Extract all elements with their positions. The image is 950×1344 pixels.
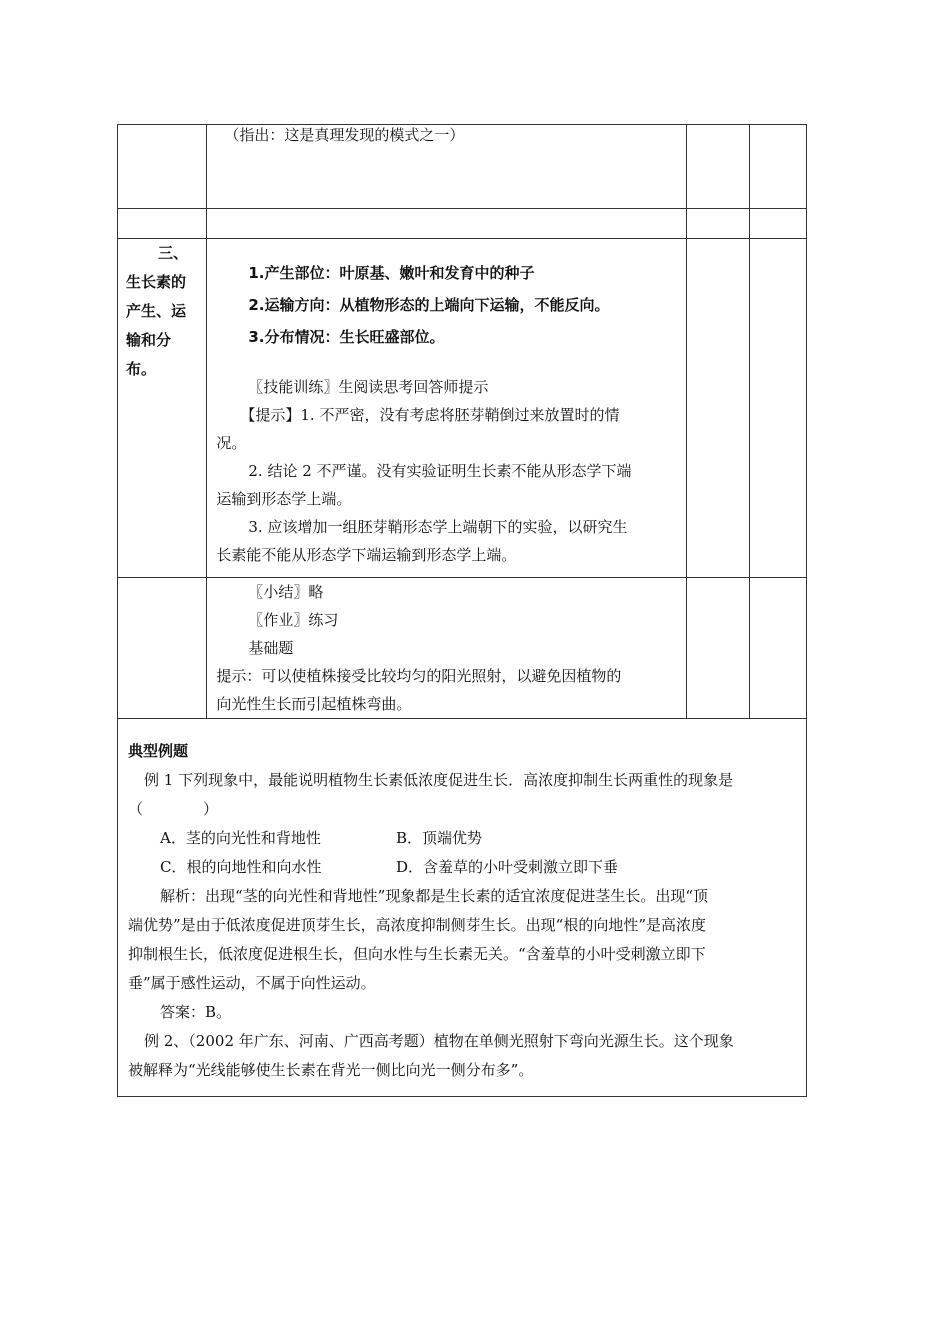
notes-cell — [687, 578, 749, 719]
hint-text: 2. 结论 2 不严谨。没有实验证明生长素不能从形态学下端 — [248, 462, 632, 480]
section-label: 产生、运 — [126, 302, 187, 320]
notes-cell — [749, 239, 806, 578]
label-cell — [118, 209, 207, 239]
basic-question-text: 基础题 — [248, 639, 294, 657]
key-point: 2.运输方向：从植物形态的上端向下运输，不能反向。 — [248, 296, 610, 314]
answer-text: 答案：B。 — [160, 1003, 232, 1021]
hint-text: 向光性生长而引起植株弯曲。 — [216, 695, 412, 713]
hint-text: 提示：可以使植株接受比较均匀的阳光照射，以避免因植物的 — [216, 667, 622, 685]
skill-training-title: 〖技能训练〗生阅读思考回答师提示 — [248, 378, 489, 396]
hint-text: 【提示】1. 不严密，没有考虑将胚芽鞘倒过来放置时的情 — [240, 406, 620, 424]
content-cell — [207, 209, 687, 239]
section-label: 三、 — [158, 244, 189, 262]
analysis-text: 垂”属于感性运动，不属于向性运动。 — [128, 974, 376, 992]
hint-text: 况。 — [216, 434, 247, 452]
answer-blank: （ ） — [128, 800, 219, 818]
label-cell — [118, 125, 207, 209]
option-b: B．顶端优势 — [396, 829, 483, 847]
analysis-text: 抑制根生长，低浓度促进根生长，但向水性与生长素无关。“含羞草的小叶受刺激立即下 — [128, 945, 706, 963]
key-point: 3.分布情况：生长旺盛部位。 — [248, 328, 445, 346]
table-row — [118, 209, 807, 239]
content-cell — [207, 578, 687, 719]
examples-cell — [118, 719, 807, 1097]
notes-cell — [749, 125, 806, 209]
notes-cell — [749, 578, 806, 719]
option-d: D．含羞草的小叶受刺激立即下垂 — [396, 858, 619, 876]
analysis-text: 端优势”是由于低浓度促进顶芽生长，高浓度抑制侧芽生长。出现“根的向地性”是高浓度 — [128, 916, 707, 934]
example-question: 例 2、（2002 年广东、河南、广西高考题）植物在单侧光照射下弯向光源生长。这个现象 — [144, 1032, 734, 1050]
section-label-cell — [118, 239, 207, 578]
note-text: （指出：这是真理发现的模式之一） — [224, 126, 465, 144]
hint-text: 3. 应该增加一组胚芽鞘形态学上端朝下的实验，以研究生 — [248, 518, 628, 536]
options-row — [128, 824, 796, 853]
analysis-text: 解析：出现“茎的向光性和背地性”现象都是生长素的适宜浓度促进茎生长。出现“顶 — [160, 887, 709, 905]
hint-text: 运输到形态学上端。 — [216, 490, 352, 508]
options-row — [128, 853, 796, 882]
label-cell — [118, 578, 207, 719]
examples-title: 典型例题 — [128, 742, 189, 760]
example-question: 例 1 下列现象中，最能说明植物生长素低浓度促进生长．高浓度抑制生长两重性的现象是 — [144, 771, 734, 789]
example-question: 被解释为“光线能够使生长素在背光一侧比向光一侧分布多”。 — [128, 1061, 534, 1079]
option-c: C．根的向地性和向水性 — [160, 858, 322, 876]
table-row — [118, 125, 807, 209]
section-label: 生长素的 — [126, 273, 187, 291]
notes-cell — [687, 239, 749, 578]
hint-text: 长素能不能从形态学下端运输到形态学上端。 — [216, 546, 517, 564]
key-point: 1.产生部位：叶原基、嫩叶和发育中的种子 — [248, 264, 535, 282]
summary-text: 〖小结〗略 — [248, 583, 324, 601]
section-label: 输和分 — [126, 331, 172, 349]
table-row — [118, 719, 807, 1097]
lesson-plan-table — [117, 124, 807, 1097]
section-label: 布。 — [126, 360, 157, 378]
notes-cell — [749, 209, 806, 239]
content-cell — [207, 239, 687, 578]
content-cell — [207, 125, 687, 209]
homework-text: 〖作业〗练习 — [248, 611, 339, 629]
notes-cell — [687, 125, 749, 209]
option-a: A．茎的向光性和背地性 — [160, 829, 321, 847]
table-row — [118, 578, 807, 719]
table-row — [118, 239, 807, 578]
notes-cell — [687, 209, 749, 239]
